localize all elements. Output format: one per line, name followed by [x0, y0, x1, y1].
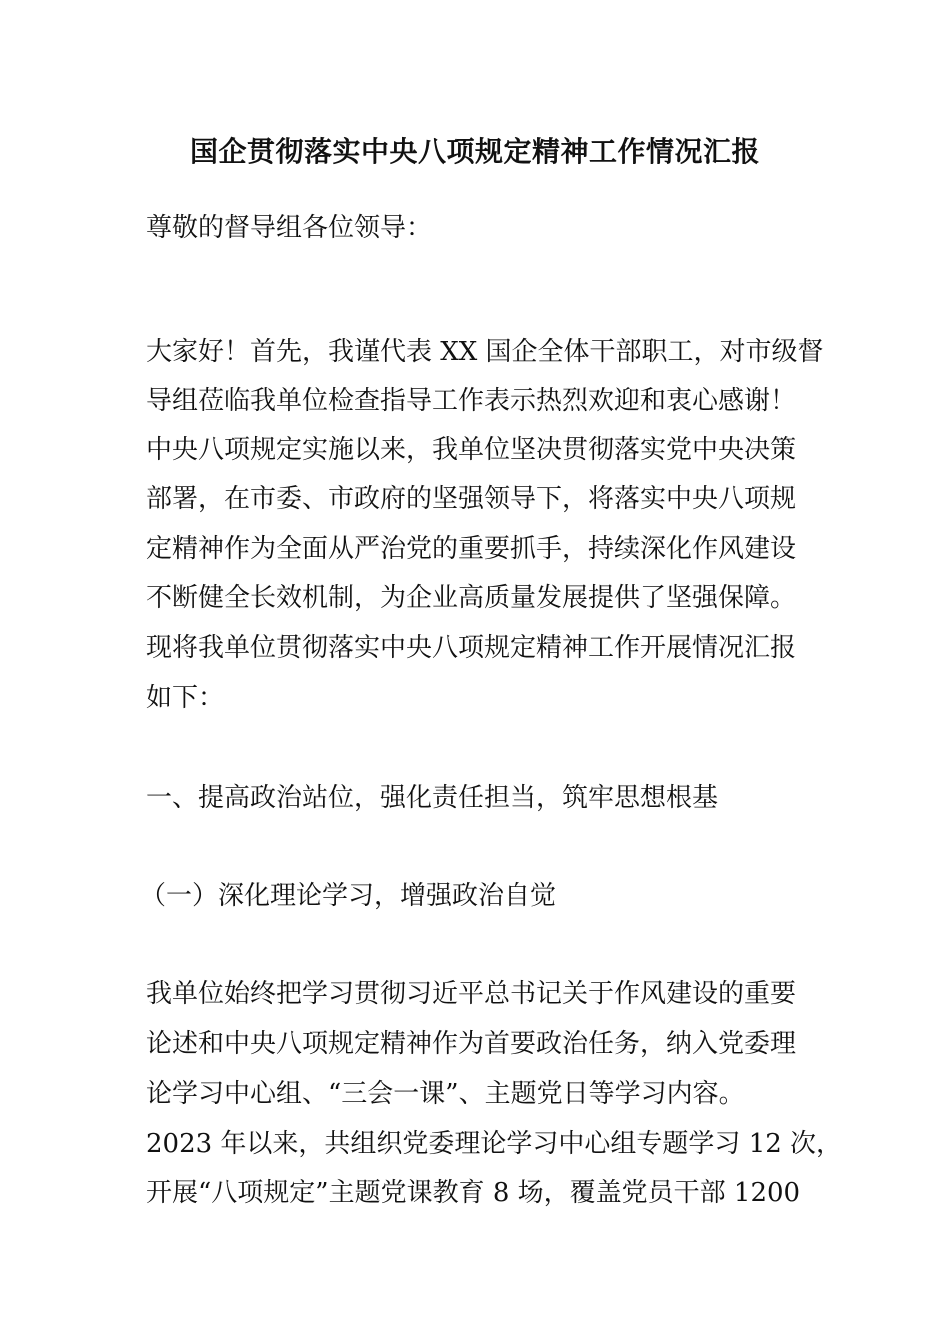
intro-line-4: 部署，在市委、市政府的坚强领导下，将落实中央八项规: [146, 484, 797, 514]
intro-line-1: 大家好！首先，我谨代表 XX 国企全体干部职工，对市级督: [146, 337, 824, 367]
body-line-4: 2023 年以来，共组织党委理论学习中心组专题学习 12 次，: [146, 1129, 843, 1159]
intro-line-3: 中央八项规定实施以来，我单位坚决贯彻落实党中央决策: [146, 435, 797, 465]
subsection-heading-1: （一）深化理论学习，增强政治自觉: [140, 881, 557, 911]
intro-line-5: 定精神作为全面从严治党的重要抓手，持续深化作风建设: [146, 534, 797, 564]
body-line-1: 我单位始终把学习贯彻习近平总书记关于作风建设的重要: [146, 979, 797, 1009]
body-line-2: 论述和中央八项规定精神作为首要政治任务，纳入党委理: [146, 1029, 797, 1059]
body-line-5: 开展“八项规定”主题党课教育 8 场，覆盖党员干部 1200: [146, 1178, 801, 1208]
salutation: 尊敬的督导组各位领导：: [146, 213, 433, 243]
intro-line-2: 导组莅临我单位检查指导工作表示热烈欢迎和衷心感谢！: [146, 386, 797, 416]
intro-line-6: 不断健全长效机制，为企业高质量发展提供了坚强保障。: [146, 583, 797, 613]
intro-line-7: 现将我单位贯彻落实中央八项规定精神工作开展情况汇报: [146, 633, 797, 663]
section-heading-1: 一、提高政治站位，强化责任担当，筑牢思想根基: [146, 783, 719, 813]
document-title: 国企贯彻落实中央八项规定精神工作情况汇报: [189, 135, 760, 168]
intro-line-8: 如下：: [146, 683, 225, 713]
body-line-3: 论学习中心组、“三会一课”、主题党日等学习内容。: [146, 1079, 745, 1109]
